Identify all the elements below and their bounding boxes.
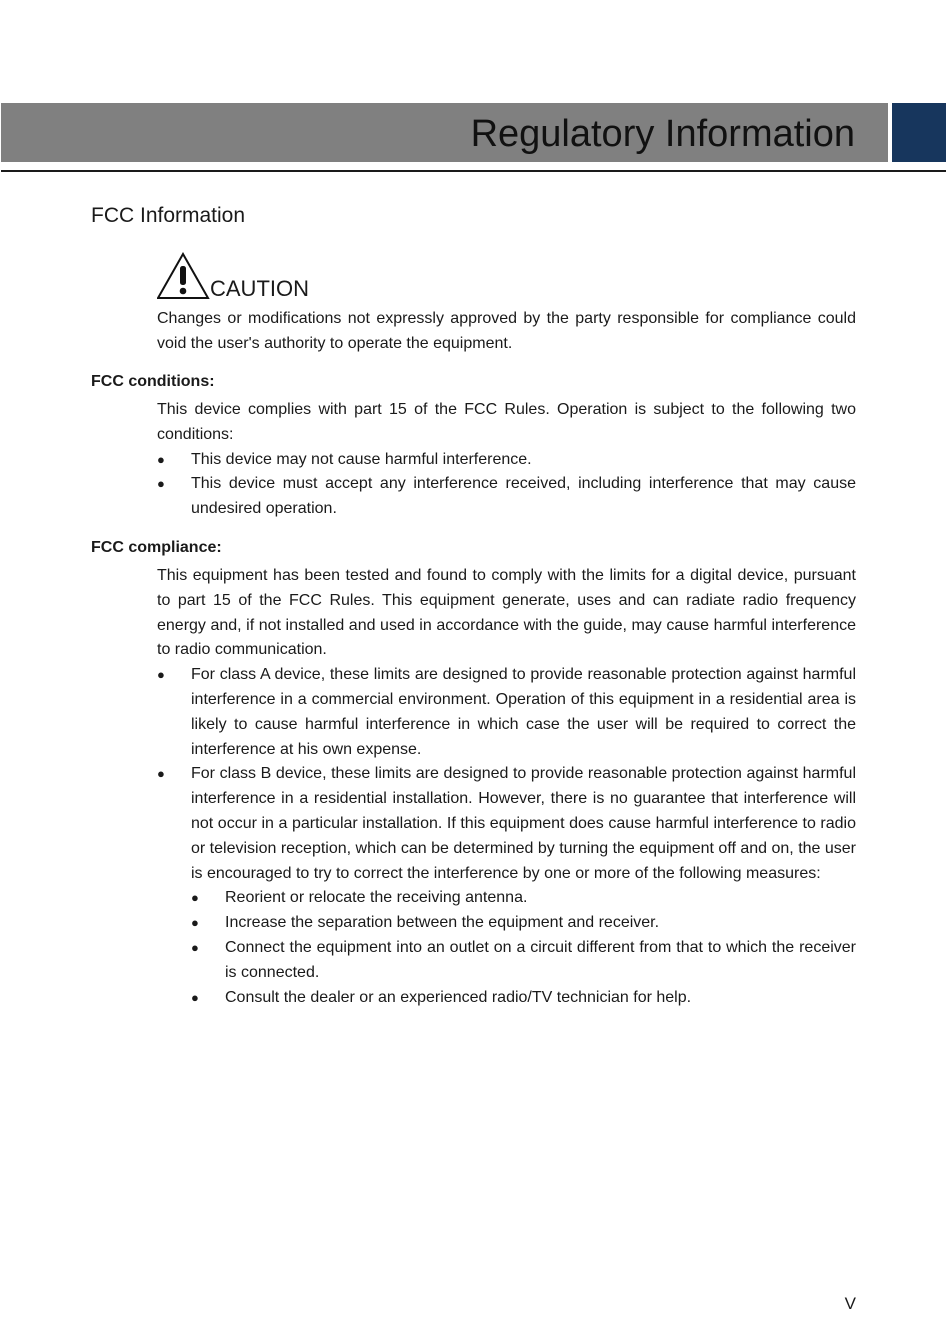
header-accent-block: [892, 103, 946, 162]
bullet-icon: ●: [157, 476, 165, 492]
list-item: [157, 472, 856, 522]
list-item-text: This device must accept any interference received, including interference that may cause undesired operation.: [191, 475, 856, 518]
bullet-icon: ●: [191, 939, 199, 955]
measures-list: [191, 886, 856, 1010]
bullet-icon: ●: [191, 989, 199, 1005]
header-band: [1, 103, 888, 162]
list-item-text: Connect the equipment into an outlet on a circuit different from that to which the receiver is connected.: [225, 938, 856, 981]
compliance-list: [157, 663, 856, 1010]
list-item: [157, 762, 856, 1010]
bullet-icon: ●: [191, 890, 199, 906]
section-title: FCC Information: [91, 204, 246, 227]
list-item: [191, 986, 856, 1011]
conditions-heading: FCC conditions:: [91, 373, 215, 390]
conditions-block: [157, 398, 856, 522]
caution-label: CAUTION: [210, 276, 309, 301]
list-item: [191, 886, 856, 911]
list-item-text: For class B device, these limits are designed to provide reasonable protection against harmful interference in a residential installation. However, there is no guarantee that interference will not occur in a particular installation. If this equipment does cause harmful interference to radio or television reception, which can be determined by turning the equipment off and on, the user is encouraged to try to correct the interference by one or more of the following measures:: [191, 765, 857, 882]
list-item-text: Consult the dealer or an experienced radio/TV technician for help.: [225, 988, 692, 1006]
header-divider: [1, 170, 946, 172]
caution-row: [157, 252, 457, 300]
compliance-block: [157, 564, 856, 1010]
list-item-text: Increase the separation between the equipment and receiver.: [225, 914, 660, 932]
list-item: [191, 911, 856, 936]
caution-text-block: [157, 307, 856, 357]
compliance-heading: FCC compliance:: [91, 539, 222, 556]
warning-triangle-icon: [157, 252, 211, 300]
list-item-text: Reorient or relocate the receiving antenna.: [225, 889, 528, 907]
bullet-icon: ●: [157, 451, 165, 467]
bullet-icon: ●: [157, 766, 165, 782]
list-item: [191, 936, 856, 986]
list-item: [157, 663, 856, 762]
compliance-intro: This equipment has been tested and found to comply with the limits for a digital device, pursuant to part 15 of the FCC Rules. This equipment generate, uses and can radiate radio frequency energy and, if not installed and used in accordance with the guide, may cause harmful interference to radio communication.: [157, 567, 856, 659]
list-item: [157, 448, 856, 473]
page-title: Regulatory Information: [470, 113, 855, 155]
page-number: V: [844, 1294, 856, 1313]
bullet-icon: ●: [191, 915, 199, 931]
caution-text: Changes or modifications not expressly approved by the party responsible for compliance could void the user's authority to operate the equipment.: [157, 310, 856, 352]
list-item-text: This device may not cause harmful interference.: [191, 450, 532, 468]
conditions-intro: This device complies with part 15 of the FCC Rules. Operation is subject to the following two conditions:: [157, 401, 856, 443]
bullet-icon: ●: [157, 667, 165, 683]
conditions-list: [157, 448, 856, 522]
list-item-text: For class A device, these limits are designed to provide reasonable protection against harmful interference in a commercial environment. Operation of this equipment in a residential area is likely to cause harmful interference in which case the user will be required to correct the interference at his own expense.: [191, 666, 856, 758]
